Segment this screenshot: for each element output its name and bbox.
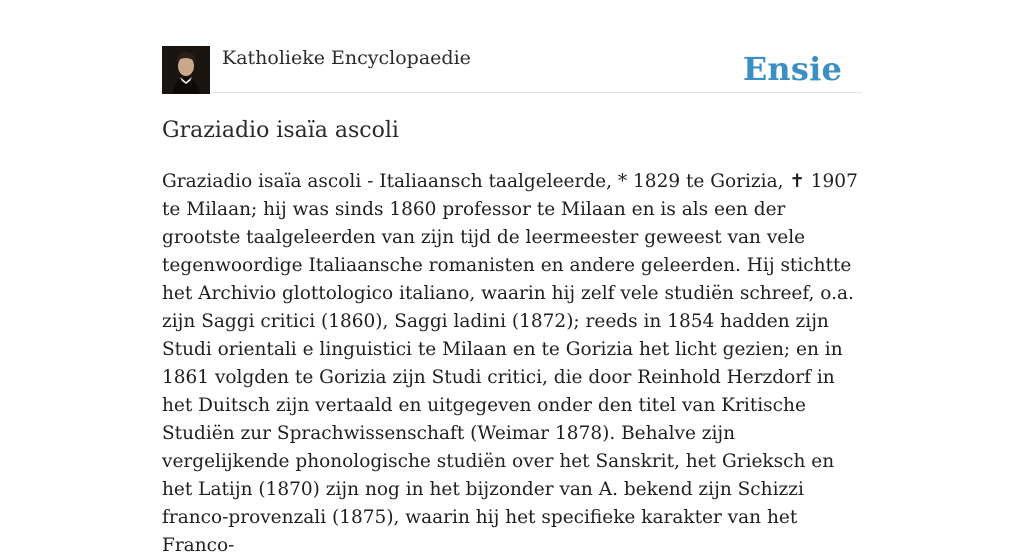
site-header: [162, 40, 862, 93]
site-name[interactable]: Katholieke Encyclopaedie: [222, 47, 471, 69]
encyclopedia-avatar[interactable]: [162, 46, 210, 94]
article-body: Graziadio isaïa ascoli - Italiaansch taalgeleerde, * 1829 te Gorizia, ✝ 1907 te Milaan; hij was sinds 1860 professor te Milaan en is als een der grootste taalgeleerden van zijn tijd de leermeester geweest van vele tegenwoordige Italiaansche romanisten en andere geleerden. Hij stichtte het Archivio glottologico italiano, waarin hij zelf vele studiën schreef, o.a. zijn Saggi critici (1860), Saggi ladini (1872); reeds in 1854 hadden zijn Studi orientali e linguistici te Milaan en te Gorizia het licht gezien; en in 1861 volgden te Gorizia zijn Studi critici, die door Reinhold Herzdorf in het Duitsch zijn vertaald en uitgegeven onder den titel van Kritische Studiën zur Sprachwissenschaft (Weimar 1878). Behalve zijn vergelijkende phonologische studiën over het Sanskrit, het Grieksch en het Latijn (1870) zijn nog in het bijzonder van A. bekend zijn Schizzi franco-provenzali (1875), waarin hij het specifieke karakter van het Franco-: [162, 171, 858, 556]
brand-logo[interactable]: Ensie: [742, 50, 842, 88]
portrait-icon: [162, 46, 210, 94]
article-title: Graziadio isaïa ascoli: [162, 118, 399, 143]
